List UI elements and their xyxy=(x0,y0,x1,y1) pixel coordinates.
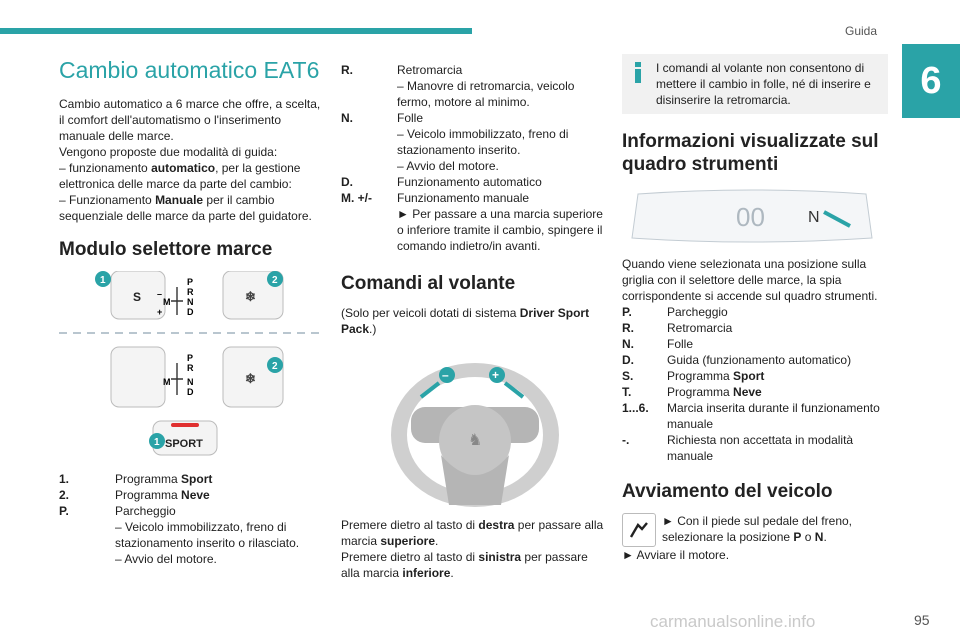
svg-text:D: D xyxy=(187,307,194,317)
dashboard-text: Quando viene selezionata una posizione sulla griglia con il selettore delle marce, la spia corrispondente si accende sul quadro strumenti. xyxy=(622,257,878,303)
svg-text:❄: ❄ xyxy=(245,289,256,304)
svg-text:SPORT: SPORT xyxy=(165,438,203,450)
svg-text:R: R xyxy=(187,363,194,373)
info-icon xyxy=(628,60,648,84)
svg-text:1: 1 xyxy=(100,275,106,286)
svg-text:–: – xyxy=(157,289,163,299)
svg-text:N: N xyxy=(187,377,194,387)
svg-text:R: R xyxy=(187,287,194,297)
header-bar xyxy=(0,28,472,34)
svg-text:N: N xyxy=(808,209,820,226)
page-title: Cambio automatico EAT6 xyxy=(59,57,320,83)
svg-text:+: + xyxy=(492,368,500,382)
start-step-2: ► Avviare il motore. xyxy=(622,548,730,562)
instrument-panel-figure xyxy=(628,186,876,246)
selector-heading: Modulo selettore marce xyxy=(59,239,273,260)
wheel-note: (Solo per veicoli dotati di sistema Driver Sport Pack.) xyxy=(341,306,590,336)
svg-text:2: 2 xyxy=(272,275,278,286)
s-label: S xyxy=(133,290,142,304)
section-label: Guida xyxy=(845,24,878,38)
gear-legend: R. Retromarcia – Manovre di retromarcia, veicolo fermo, motore al minimo. N. Folle – Veicolo immobilizzato, freno di stazionamento inserito. – Avvio del motore. D. Funzionamento automatico M. +/- Funzionamento manuale ► Per passare a una marcia superiore o inferiore tramite il cambio, spingere il comando indietro/in avanti. xyxy=(341,63,603,253)
svg-text:M: M xyxy=(163,377,171,387)
modes-intro: Vengono proposte due modalità di guida: xyxy=(59,145,278,159)
svg-text:00: 00 xyxy=(736,202,765,232)
svg-text:N: N xyxy=(187,297,194,307)
page-number: 95 xyxy=(914,612,930,628)
dashboard-legend: P. Parcheggio R. Retromarcia N. Folle D. Guida (funzionamento automatico) S. Programma Sport T. Programma Neve 1...6. Marcia inserita durante il funzionamento manuale -. Richiesta non accettata in modalità manuale xyxy=(622,305,880,463)
selector-legend: 1. Programma Sport 2. Programma Neve P. Parcheggio – Veicolo immobilizzato, freno di stazionamento inserito o rilasciato. – Avvio del motore. xyxy=(59,472,300,566)
brake-pedal-icon xyxy=(622,513,656,547)
mode-manual: – Funzionamento Manuale per il cambio sequenziale delle marce da parte del guidatore. xyxy=(59,193,312,223)
column-right xyxy=(622,56,888,563)
column-middle xyxy=(341,62,609,581)
svg-text:2: 2 xyxy=(272,361,278,372)
mode-automatic: – funzionamento automatico, per la gestione elettronica delle marce da parte del cambio: xyxy=(59,161,301,191)
watermark: carmanualsonline.info xyxy=(650,612,816,631)
svg-text:+: + xyxy=(157,307,163,317)
svg-text:❄: ❄ xyxy=(245,371,256,386)
chapter-tab[interactable]: 6 xyxy=(902,44,960,118)
right-paddle-text: Premere dietro al tasto di destra per passare alla marcia superiore. xyxy=(341,518,604,548)
column-left xyxy=(59,56,325,567)
svg-text:P: P xyxy=(187,277,194,287)
svg-text:P: P xyxy=(187,353,194,363)
wheel-heading: Comandi al volante xyxy=(341,273,516,294)
left-paddle-text: Premere dietro al tasto di sinistra per passare alla marcia inferiore. xyxy=(341,550,588,580)
dashboard-heading: Informazioni visualizzate sul quadro strumenti xyxy=(622,131,879,175)
start-step-1: ► Con il piede sul pedale del freno, selezionare la posizione P o N. xyxy=(662,514,852,544)
svg-text:♞: ♞ xyxy=(468,432,483,449)
intro-paragraph: Cambio automatico a 6 marce che offre, a scelta, il comfort dell'automatismo o l'inserimento manuale delle marce. xyxy=(59,97,321,143)
start-heading: Avviamento del veicolo xyxy=(622,481,833,502)
info-box: I comandi al volante non consentono di mettere il cambio in folle, né di inserire e disinserire la retromarcia. xyxy=(622,54,888,114)
svg-text:D: D xyxy=(187,387,194,397)
steering-wheel-figure xyxy=(341,345,609,509)
start-step xyxy=(622,513,888,547)
gear-selector-figure xyxy=(59,271,325,457)
svg-text:1: 1 xyxy=(154,437,160,448)
svg-text:M: M xyxy=(163,297,171,307)
svg-text:–: – xyxy=(442,368,449,382)
